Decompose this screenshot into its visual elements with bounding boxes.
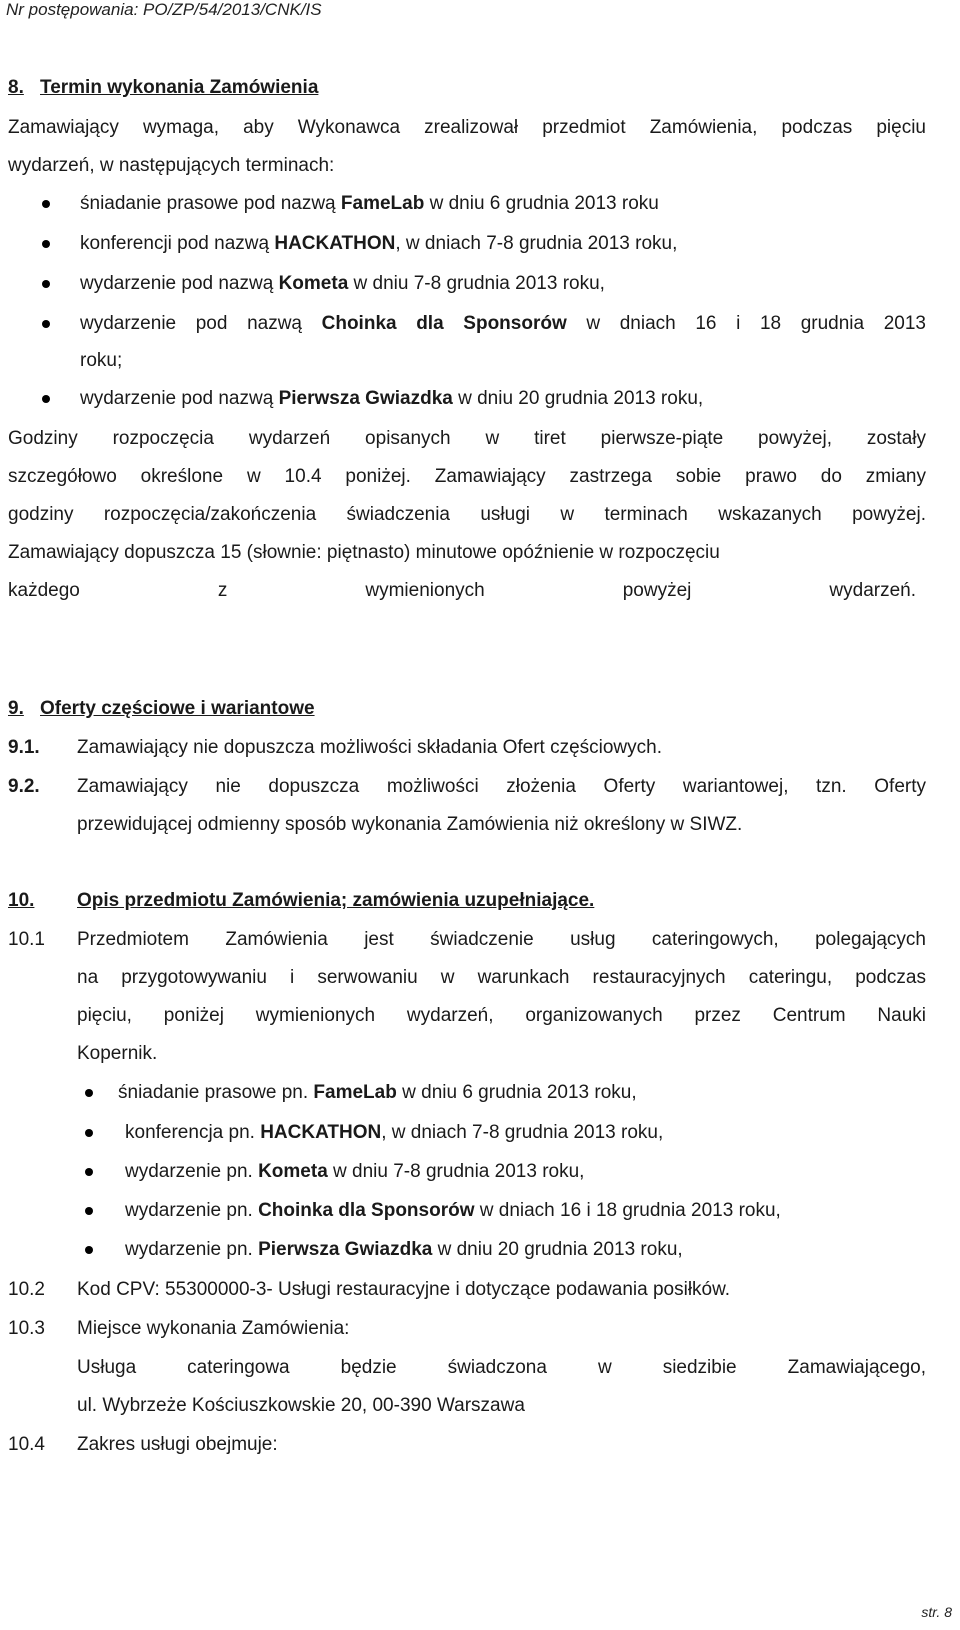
section-9-number: 9. <box>8 698 24 719</box>
section-10-3-line-a: Usługa cateringowa będzie świadczona w siedzibie Zamawiającego, <box>77 1357 926 1378</box>
bullet-icon <box>85 1129 93 1137</box>
s8-item-4-post: w dniach 16 i 18 grudnia 2013 <box>566 313 926 334</box>
section-10-title: Opis przedmiotu Zamówienia; zamówienia uzupełniające. <box>77 890 595 911</box>
s8-item-3-name: Kometa <box>278 273 349 294</box>
bullet-icon <box>85 1089 93 1097</box>
bullet-icon <box>42 240 50 248</box>
s10-item-1-pre: śniadanie prasowe pn. <box>118 1082 314 1103</box>
section-10-4-text: Zakres usługi obejmuje: <box>77 1434 278 1455</box>
s10-item-5-post: w dniu 20 grudnia 2013 roku, <box>432 1239 683 1260</box>
bullet-icon <box>85 1246 93 1254</box>
section-10-1-line-1: Przedmiotem Zamówienia jest świadczenie usług cateringowych, polegających <box>77 929 926 950</box>
bullet-icon <box>85 1207 93 1215</box>
s8-item-1 <box>80 193 659 215</box>
s8-item-3-pre: wydarzenie pod nazwą <box>80 273 279 294</box>
s10-item-2 <box>125 1122 663 1144</box>
section-10-1-number: 10.1 <box>8 929 45 950</box>
section-10-1-line-3: pięciu, poniżej wymienionych wydarzeń, organizowanych przez Centrum Nauki <box>77 1005 926 1026</box>
section-9-2-line-2: przewidującej odmienny sposób wykonania Zamówienia niż określony w SIWZ. <box>77 814 743 835</box>
s10-item-3-pre: wydarzenie pn. <box>125 1161 259 1182</box>
s8-item-5-pre: wydarzenie pod nazwą <box>80 388 279 409</box>
s10-item-1 <box>118 1082 637 1104</box>
bullet-icon <box>42 320 50 328</box>
section-10-3-text: Miejsce wykonania Zamówienia: <box>77 1318 350 1339</box>
s8-item-1-name: FameLab <box>340 193 425 214</box>
section-9-1-number: 9.1. <box>8 737 40 758</box>
s10-item-1-name: FameLab <box>313 1082 397 1103</box>
section-9-2-line-1: Zamawiający nie dopuszcza możliwości złożenia Oferty wariantowej, tzn. Oferty <box>77 776 926 797</box>
page-number: str. 8 <box>921 1604 952 1620</box>
section-8-intro-line-2: wydarzeń, w następujących terminach: <box>8 155 335 176</box>
s10-item-5 <box>125 1239 683 1261</box>
section-8-title: Termin wykonania Zamówienia <box>40 77 319 98</box>
s8-item-5 <box>80 388 703 410</box>
section-8-intro-line-1: Zamawiający wymaga, aby Wykonawca zrealizował przedmiot Zamówienia, podczas pięciu <box>8 117 926 138</box>
s8-item-1-pre: śniadanie prasowe pod nazwą <box>80 193 341 214</box>
s8-item-4 <box>80 313 926 335</box>
s8-item-4-pre: wydarzenie pod nazwą <box>80 313 322 334</box>
s10-item-5-pre: wydarzenie pn. <box>125 1239 259 1260</box>
s8-item-2-name: HACKATHON <box>274 233 396 254</box>
s8-item-5-post: w dniu 20 grudnia 2013 roku, <box>452 388 704 409</box>
s8-item-3-post: w dniu 7-8 grudnia 2013 roku, <box>348 273 605 294</box>
section-9-2-number: 9.2. <box>8 776 40 797</box>
section-10-3-number: 10.3 <box>8 1318 45 1339</box>
section-10-4-number: 10.4 <box>8 1434 45 1455</box>
s10-item-3-name: Kometa <box>258 1161 328 1182</box>
section-8-number: 8. <box>8 77 24 98</box>
s10-item-4 <box>125 1200 781 1222</box>
section-10-number: 10. <box>8 890 35 911</box>
s8-paragraph-line-5: każdego z wymienionych powyżej wydarzeń. <box>8 580 916 601</box>
s8-item-2 <box>80 233 677 255</box>
section-10-3-line-b: ul. Wybrzeże Kościuszkowskie 20, 00-390 Warszawa <box>77 1395 525 1416</box>
s8-paragraph-line-2: szczegółowo określone w 10.4 poniżej. Zamawiający zastrzega sobie prawo do zmiany <box>8 466 926 487</box>
s8-item-2-pre: konferencji pod nazwą <box>80 233 275 254</box>
s10-item-4-post: w dniach 16 i 18 grudnia 2013 roku, <box>474 1200 781 1221</box>
s8-item-2-post: , w dniach 7-8 grudnia 2013 roku, <box>395 233 678 254</box>
bullet-icon <box>42 280 50 288</box>
s10-item-2-post: , w dniach 7-8 grudnia 2013 roku, <box>381 1122 664 1143</box>
s8-paragraph-line-3: godziny rozpoczęcia/zakończenia świadczenia usługi w terminach wskazanych powyżej. <box>8 504 926 525</box>
bullet-icon <box>85 1168 93 1176</box>
s8-item-4-continuation: roku; <box>80 350 123 371</box>
s8-paragraph-line-4: Zamawiający dopuszcza 15 (słownie: piętnasto) minutowe opóźnienie w rozpoczęciu <box>8 542 720 563</box>
section-9-title: Oferty częściowe i wariantowe <box>40 698 315 719</box>
s10-item-3 <box>125 1161 584 1183</box>
s8-paragraph-line-1: Godziny rozpoczęcia wydarzeń opisanych w tiret pierwsze-piąte powyżej, zostały <box>8 428 926 449</box>
s10-item-1-post: w dniu 6 grudnia 2013 roku, <box>396 1082 637 1103</box>
s10-item-2-name: HACKATHON <box>260 1122 382 1143</box>
s8-item-1-post: w dniu 6 grudnia 2013 roku <box>424 193 659 214</box>
s10-item-2-pre: konferencja pn. <box>125 1122 261 1143</box>
section-10-2-number: 10.2 <box>8 1279 45 1300</box>
section-10-1-line-2: na przygotowywaniu i serwowaniu w warunkach restauracyjnych cateringu, podczas <box>77 967 926 988</box>
s10-item-4-pre: wydarzenie pn. <box>125 1200 259 1221</box>
s10-item-3-post: w dniu 7-8 grudnia 2013 roku, <box>327 1161 585 1182</box>
section-10-2-text: Kod CPV: 55300000-3- Usługi restauracyjne i dotyczące podawania posiłków. <box>77 1279 731 1300</box>
bullet-icon <box>42 200 50 208</box>
s8-item-4-name: Choinka dla Sponsorów <box>321 313 567 334</box>
bullet-icon <box>42 395 50 403</box>
s10-item-4-name: Choinka dla Sponsorów <box>258 1200 475 1221</box>
document-header: Nr postępowania: PO/ZP/54/2013/CNK/IS <box>6 0 322 19</box>
s8-item-3 <box>80 273 605 295</box>
s10-item-5-name: Pierwsza Gwiazdka <box>258 1239 433 1260</box>
section-10-1-line-4: Kopernik. <box>77 1043 158 1064</box>
section-9-1-text: Zamawiający nie dopuszcza możliwości składania Ofert częściowych. <box>77 737 663 758</box>
s8-item-5-name: Pierwsza Gwiazdka <box>278 388 453 409</box>
